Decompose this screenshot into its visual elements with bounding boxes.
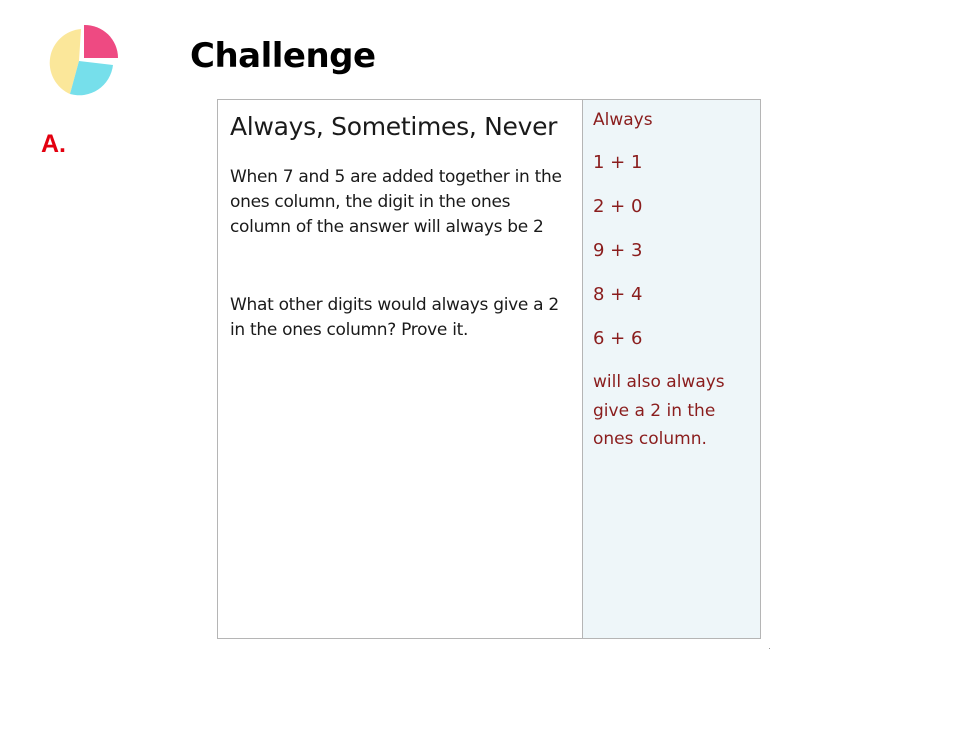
answer-sum-item: 8 + 4 <box>593 284 643 305</box>
answer-sum-item: 2 + 0 <box>593 196 643 217</box>
answer-column <box>583 100 760 638</box>
question-title: Always, Sometimes, Never <box>230 112 558 141</box>
question-column <box>218 100 583 638</box>
answer-heading: Always <box>593 110 653 130</box>
question-paragraph-1: When 7 and 5 are added together in the ones column, the digit in the ones column of the answer will always be 2 <box>230 167 562 237</box>
answer-sum-item: 6 + 6 <box>593 328 643 349</box>
section-label: A. <box>41 130 66 158</box>
stray-dot <box>769 648 770 649</box>
challenge-card <box>217 99 761 639</box>
logo-pink-segment <box>84 25 118 58</box>
question-paragraph-2: What other digits would always give a 2 in the ones column? Prove it. <box>230 295 559 340</box>
answer-sum-item: 9 + 3 <box>593 240 643 261</box>
answer-sum-item: 1 + 1 <box>593 152 643 173</box>
slide-title: Challenge <box>190 36 376 76</box>
answer-note: will also always give a 2 in the ones column. <box>593 372 725 449</box>
pie-logo-icon <box>36 24 122 98</box>
